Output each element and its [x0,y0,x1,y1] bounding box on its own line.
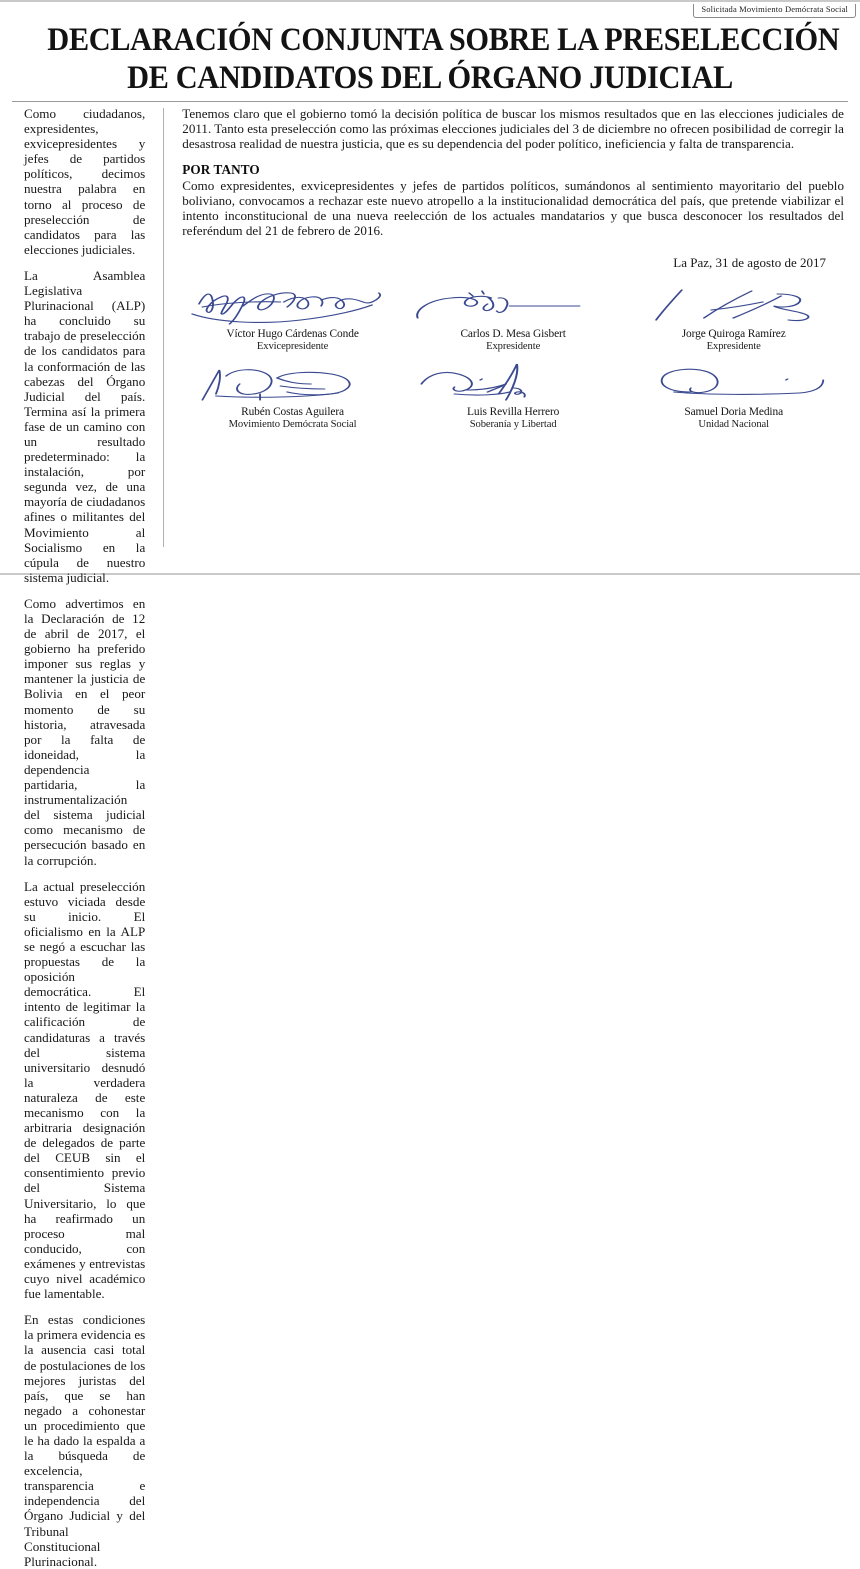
signature-block [182,284,844,432]
signature-mark-icon [623,362,844,406]
signature-doria-medina [623,362,844,431]
signature-mark-icon [182,362,403,406]
signature-name: Rubén Costas Aguilera [241,406,345,419]
signature-name: Carlos D. Mesa Gisbert [460,328,566,341]
signature-row-1 [182,284,844,353]
right-paragraph-1: Tenemos claro que el gobierno tomó la decisión política de buscar los mismos resultados que en las elecciones judiciales de 2011. Tanto esta preselección como las próximas elecciones judiciales del 3 de diciembre no ofrecen posibilidad de corregir la desastrosa realidad de nuestra justicia, que es su dependencia del poder político, ineficiencia y falta de transparencia. [182,106,844,152]
left-paragraph-2: La Asamblea Legislativa Plurinacional (ALP) ha concluido su trabajo de preselección de los candidatos para la conformación de las cabezas del Órgano Judicial del país. Termina así la primera fase de un camino con un resultado predeterminado: la instalación, por segunda vez, de una mayoría de ciudadanos afines o militantes del Movimiento al Socialismo en la cúpula de nuestro sistema judicial. [24,267,146,585]
columns-container [0,106,860,1569]
signature-role: Unidad Nacional [698,419,769,431]
left-column [0,106,163,1569]
signature-role: Soberanía y Libertad [469,419,557,431]
signature-mesa [403,284,624,353]
right-column [164,106,860,565]
left-paragraph-1: Como ciudadanos, expresidentes, exvicepresidentes y jefes de partidos políticos, decimos nuestra palabra en torno al proceso de preselección de candidatos para las elecciones judiciales. [24,106,146,257]
signature-name: Jorge Quiroga Ramírez [681,328,786,341]
signature-costas [182,362,403,431]
solicitation-badge: Solicitada Movimiento Demócrata Social [693,4,856,17]
page-title-line-1: DECLARACIÓN CONJUNTA SOBRE LA PRESELECCIÓN [47,22,840,58]
title-divider [12,101,848,102]
signature-mark-icon [623,284,844,328]
left-paragraph-5: En estas condiciones la primera evidencia es la ausencia casi total de postulaciones de los mejores juristas del país, que se han negado a cohonestar un procedimiento que le ha dado la espalda a la búsqueda de excelencia, transparencia e independencia del Órgano Judicial y del Tribunal Constitucional Plurinacional. [24,1312,146,1569]
left-paragraph-4: La actual preselección estuvo viciada desde su inicio. El oficialismo en la ALP se negó a escuchar las propuestas de la oposición democrática. El intento de legitimar la calificación de candidaturas a través del sistema universitario desnudó la verdadera naturaleza de este mecanismo con la arbitraria designación de delegados de parte del CEUB sin el consentimiento previo del Sistema Universitario, lo que ha reafirmado un proceso mal conducido, con exámenes y entrevistas cuyo nivel académico fue lamentable. [24,878,146,1302]
signature-name: Luis Revilla Herrero [467,406,560,419]
signature-name: Samuel Doria Medina [684,406,784,419]
solicitation-badge-row [693,4,856,18]
page-title [14,21,846,97]
signature-quiroga [623,284,844,353]
signature-role: Expresidente [706,341,761,353]
section-heading-por-tanto: POR TANTO [182,162,260,178]
dateline: La Paz, 31 de agosto de 2017 [673,255,826,271]
left-paragraph-3: Como advertimos en la Declaración de 12 de abril de 2017, el gobierno ha preferido imponer sus reglas y mantener la justicia de Bolivia en el peor momento de su historia, atravesada por la falta de idoneidad, la dependencia partidaria, la instrumentalización del sistema judicial como mecanismo de persecución basado en la corrupción. [24,595,146,868]
signature-role: Movimiento Demócrata Social [228,419,357,431]
page-title-line-2: DE CANDIDATOS DEL ÓRGANO JUDICIAL [127,60,733,96]
signature-mark-icon [403,284,624,328]
signature-cardenas [182,284,403,353]
signature-row-2 [182,362,844,431]
right-paragraph-2: Como expresidentes, exvicepresidentes y jefes de partidos políticos, sumándonos al sentimiento mayoritario del pueblo boliviano, convocamos a rechazar este nuevo atropello a la institucionalidad democrática del país, que pretende viabilizar el intento inconstitucional de una nueva reelección de los actuales mandatarios y que busca desconocer los resultados del referéndum del 21 de febrero de 2016. [182,177,844,238]
signature-name: Víctor Hugo Cárdenas Conde [226,328,359,341]
signature-role: Expresidente [486,341,541,353]
signature-revilla [403,362,624,431]
signature-mark-icon [403,362,624,406]
signature-mark-icon [182,284,403,328]
signature-role: Exvicepresidente [256,341,329,353]
